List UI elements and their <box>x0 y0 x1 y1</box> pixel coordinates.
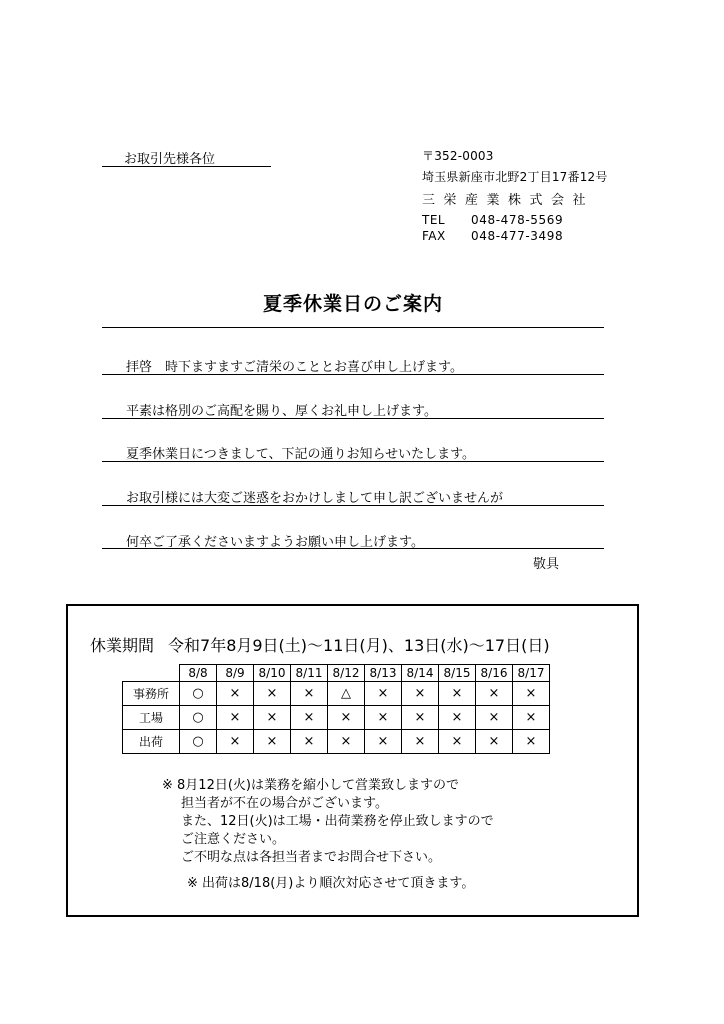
date-header: 8/13 <box>365 665 402 682</box>
row-label-shipping: 出荷 <box>123 730 180 754</box>
tel-label: TEL <box>422 213 446 227</box>
schedule-table <box>122 664 550 754</box>
tel-number: 048-478-5569 <box>471 213 564 227</box>
body-rule <box>102 548 604 549</box>
schedule-header-row <box>123 665 550 682</box>
addressee-underline <box>102 166 271 167</box>
body-line-announcement: 夏季休業日につきまして、下記の通りお知らせいたします。 <box>126 447 476 462</box>
body-rule <box>102 374 604 375</box>
closing-keigu: 敬具 <box>533 557 560 572</box>
status-cell: × <box>254 730 291 754</box>
status-cell: × <box>328 730 365 754</box>
status-cell: × <box>513 682 550 706</box>
body-rule <box>102 418 604 419</box>
fax-label: FAX <box>422 229 446 243</box>
note-shipping-resume: ※ 出荷は8/18(月)より順次対応させて頂きます。 <box>187 876 475 891</box>
body-line-gratitude: 平素は格別のご高配を賜り、厚くお礼申し上げます。 <box>126 404 437 419</box>
status-cell: × <box>439 682 476 706</box>
date-header: 8/12 <box>328 665 365 682</box>
date-header: 8/10 <box>254 665 291 682</box>
sender-address: 埼玉県新座市北野2丁目17番12号 <box>422 170 608 184</box>
status-cell: × <box>476 682 513 706</box>
note-factory-suspended: また、12日(火)は工場・出荷業務を停止致しますので <box>181 814 494 829</box>
status-cell: × <box>402 706 439 730</box>
status-cell: ○ <box>180 682 217 706</box>
date-header: 8/17 <box>513 665 550 682</box>
status-cell: × <box>291 730 328 754</box>
fax-number: 048-477-3498 <box>471 229 564 243</box>
closure-period-label: 休業期間 <box>90 636 155 655</box>
date-header: 8/8 <box>180 665 217 682</box>
status-cell: × <box>291 682 328 706</box>
row-label-factory: 工場 <box>123 706 180 730</box>
status-cell: × <box>254 682 291 706</box>
body-rule <box>102 505 604 506</box>
status-cell: × <box>513 730 550 754</box>
row-label-office: 事務所 <box>123 682 180 706</box>
status-cell: × <box>365 682 402 706</box>
status-cell: ○ <box>180 706 217 730</box>
closure-period <box>90 633 550 656</box>
note-caution: ご注意ください。 <box>181 832 286 847</box>
page-title: 夏季休業日のご案内 <box>262 293 443 315</box>
status-cell: × <box>402 682 439 706</box>
body-line-apology: お取引様には大変ご迷惑をおかけしまして申し訳ございませんが <box>126 491 504 506</box>
status-cell: × <box>254 706 291 730</box>
title-rule <box>102 327 604 328</box>
status-cell: × <box>217 706 254 730</box>
status-cell: × <box>439 706 476 730</box>
status-cell: × <box>439 730 476 754</box>
date-header: 8/11 <box>291 665 328 682</box>
sender-postal-code: 〒352-0003 <box>422 149 494 163</box>
body-rule <box>102 461 604 462</box>
date-header: 8/16 <box>476 665 513 682</box>
status-cell: × <box>291 706 328 730</box>
status-cell: × <box>217 730 254 754</box>
status-cell: ○ <box>180 730 217 754</box>
schedule-corner-cell <box>123 665 180 682</box>
schedule-row-factory <box>123 706 550 730</box>
schedule-row-shipping <box>123 730 550 754</box>
body-line-greeting: 拝啓 時下ますますご清栄のこととお喜び申し上げます。 <box>126 360 463 375</box>
date-header: 8/9 <box>217 665 254 682</box>
schedule-row-office <box>123 682 550 706</box>
status-cell: × <box>513 706 550 730</box>
status-cell: × <box>365 730 402 754</box>
closure-period-dates: 令和7年8月9日(土)～11日(月)、13日(水)～17日(日) <box>168 636 550 655</box>
note-inquiries: ご不明な点は各担当者までお問合せ下さい。 <box>181 850 442 865</box>
status-cell: × <box>476 730 513 754</box>
status-cell: △ <box>328 682 365 706</box>
addressee: お取引先様各位 <box>124 152 216 167</box>
sender-company: 三栄産業株式会社 <box>422 193 595 208</box>
status-cell: × <box>365 706 402 730</box>
body-line-request: 何卒ご了承くださいますようお願い申し上げます。 <box>126 535 424 550</box>
date-header: 8/15 <box>439 665 476 682</box>
note-reduced-operations: ※ 8月12日(火)は業務を縮小して営業致しますので <box>162 778 459 793</box>
status-cell: × <box>476 706 513 730</box>
note-staff-absent: 担当者が不在の場合がございます。 <box>181 796 388 811</box>
status-cell: × <box>217 682 254 706</box>
status-cell: × <box>328 706 365 730</box>
date-header: 8/14 <box>402 665 439 682</box>
status-cell: × <box>402 730 439 754</box>
